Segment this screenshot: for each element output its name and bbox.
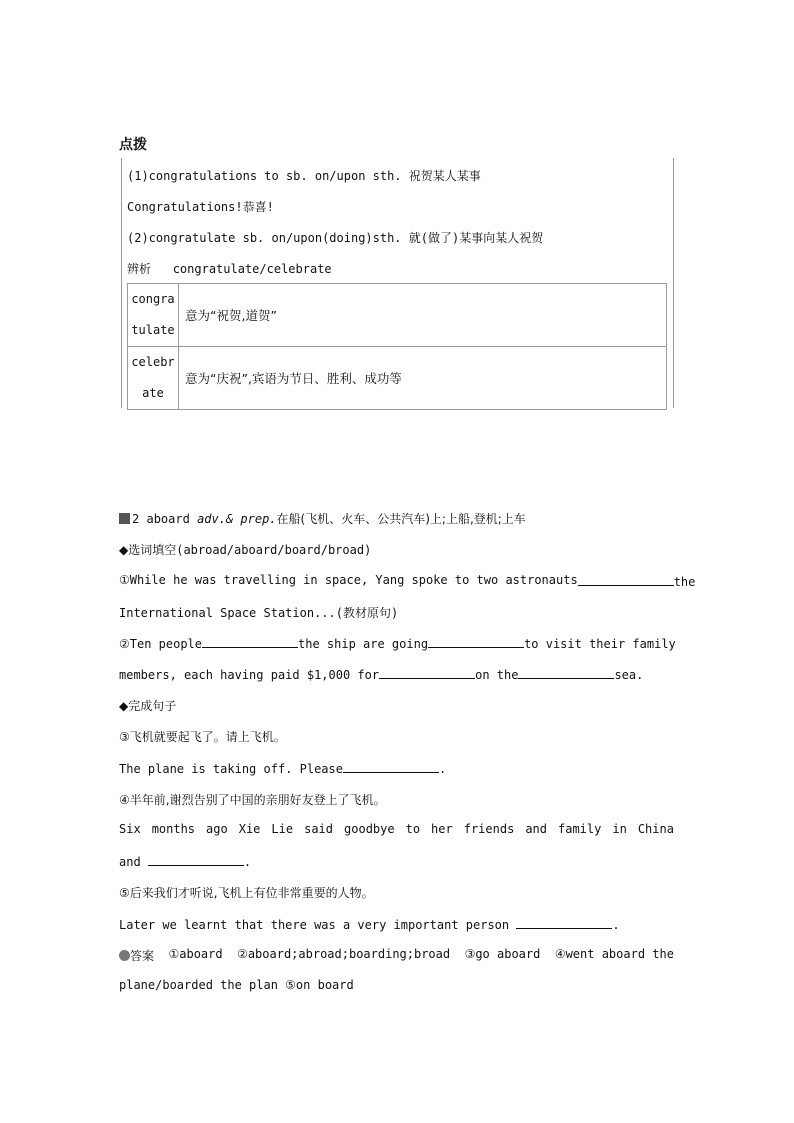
section-title-text: 完成句子 bbox=[128, 699, 177, 713]
entry-word: aboard bbox=[146, 512, 190, 526]
question-1-line-2: International Space Station...(教材原句) bbox=[119, 606, 399, 620]
q2-text-f: sea. bbox=[614, 668, 644, 682]
answer-icon bbox=[119, 950, 130, 961]
entry-pos: adv.& prep. bbox=[197, 512, 277, 526]
q4-word: her bbox=[431, 822, 453, 836]
q5-text-a: Later we learnt that there was a very important person bbox=[119, 918, 510, 932]
q4-word: ago bbox=[206, 822, 228, 836]
entry-number: 2 bbox=[132, 512, 140, 526]
tip-heading: 点拨 bbox=[119, 137, 147, 153]
q4-text-b: and bbox=[119, 855, 141, 869]
q4-word: and bbox=[525, 822, 547, 836]
answer-item: ④went aboard the bbox=[554, 947, 674, 961]
q4-word: Xie bbox=[238, 822, 261, 836]
q2-text-b: the ship are going bbox=[298, 637, 429, 651]
answer-blank[interactable] bbox=[428, 635, 524, 648]
question-5-chinese: ⑤后来我们才听说,飞机上有位非常重要的人物。 bbox=[119, 886, 374, 900]
q2-text-a: ②Ten people bbox=[119, 637, 203, 651]
q4-word: months bbox=[151, 822, 196, 836]
term-cell: celebrate bbox=[128, 347, 179, 410]
meaning-cell: 意为“祝贺,道贺” bbox=[179, 284, 667, 347]
answer-blank[interactable] bbox=[148, 853, 244, 866]
q1-text-b: the bbox=[673, 575, 696, 589]
section-title-complete bbox=[119, 697, 176, 714]
q4-word: said bbox=[304, 822, 334, 836]
q4-text-c: . bbox=[243, 855, 252, 869]
question-4-english-line-1 bbox=[119, 822, 674, 836]
q2-text-e: on the bbox=[475, 668, 519, 682]
question-2-line-1 bbox=[119, 635, 674, 651]
question-4-english-line-2 bbox=[119, 853, 251, 869]
q5-text-b: . bbox=[612, 918, 620, 932]
question-4-chinese: ④半年前,谢烈告别了中国的亲朋好友登上了飞机。 bbox=[119, 793, 386, 807]
section-title-choose bbox=[119, 541, 371, 558]
section-title-text: 选词填空(abroad/aboard/board/broad) bbox=[128, 543, 372, 557]
tip-box bbox=[121, 158, 674, 408]
q4-word: family bbox=[558, 822, 602, 836]
answer-line-2: plane/boarded the plan ⑤on board bbox=[119, 978, 354, 992]
q4-word: in bbox=[612, 822, 627, 836]
q1-text-a: ①While he was travelling in space, Yang spoke to two astronauts bbox=[119, 573, 578, 587]
q3-text-b: . bbox=[438, 762, 447, 776]
q2-text-d: members, each having paid $1,000 for bbox=[119, 668, 380, 682]
question-5-english bbox=[119, 916, 620, 932]
q4-word: goodbye bbox=[344, 822, 395, 836]
answer-blank[interactable] bbox=[202, 635, 298, 648]
q2-text-c: to visit their family bbox=[524, 637, 676, 651]
comparison-topic: congratulate/celebrate bbox=[172, 262, 332, 276]
answer-blank[interactable] bbox=[516, 916, 612, 929]
tip-line-3: (2)congratulate sb. on/upon(doing)sth. 就(做了)某事向某人祝贺 bbox=[127, 231, 544, 245]
entry-meaning: 在船(飞机、火车、公共汽车)上;上船,登机;上车 bbox=[276, 512, 526, 526]
question-1-line-1 bbox=[119, 573, 696, 589]
square-bullet-icon bbox=[119, 513, 130, 524]
diamond-bullet-icon: ◆ bbox=[119, 699, 129, 713]
answer-blank[interactable] bbox=[578, 573, 674, 586]
answer-blank[interactable] bbox=[379, 666, 475, 679]
tip-line-1: (1)congratulations to sb. on/upon sth. 祝贺某人某事 bbox=[127, 169, 481, 183]
answer-blank[interactable] bbox=[343, 760, 439, 773]
q4-word: to bbox=[405, 822, 421, 836]
term-cell: congratulate bbox=[128, 284, 179, 347]
question-3-chinese: ③飞机就要起飞了。请上飞机。 bbox=[119, 730, 286, 744]
q4-word: Six bbox=[119, 822, 141, 836]
answer-blank[interactable] bbox=[518, 666, 614, 679]
table-row bbox=[128, 284, 667, 347]
question-2-line-2 bbox=[119, 666, 643, 682]
table-row bbox=[128, 347, 667, 410]
answer-item: ①aboard bbox=[168, 947, 223, 961]
tip-line-2: Congratulations!恭喜! bbox=[127, 200, 274, 214]
comparison-table bbox=[127, 283, 667, 410]
comparison-label: 辨析 bbox=[127, 262, 152, 276]
q4-word: friends bbox=[463, 822, 515, 836]
question-3-english bbox=[119, 760, 446, 776]
q4-word: Lie bbox=[271, 822, 294, 836]
answer-line-1 bbox=[119, 947, 674, 964]
comparison-title bbox=[127, 260, 332, 277]
entry-heading bbox=[119, 510, 526, 527]
q3-text-a: The plane is taking off. Please bbox=[119, 762, 343, 776]
diamond-bullet-icon: ◆ bbox=[119, 543, 129, 557]
answer-item: ③go aboard bbox=[464, 947, 541, 961]
answer-item: ②aboard;abroad;boarding;broad bbox=[237, 947, 451, 961]
answer-label: 答案 bbox=[130, 949, 155, 963]
meaning-cell: 意为“庆祝”,宾语为节日、胜利、成功等 bbox=[179, 347, 667, 410]
q4-word: China bbox=[637, 822, 674, 836]
